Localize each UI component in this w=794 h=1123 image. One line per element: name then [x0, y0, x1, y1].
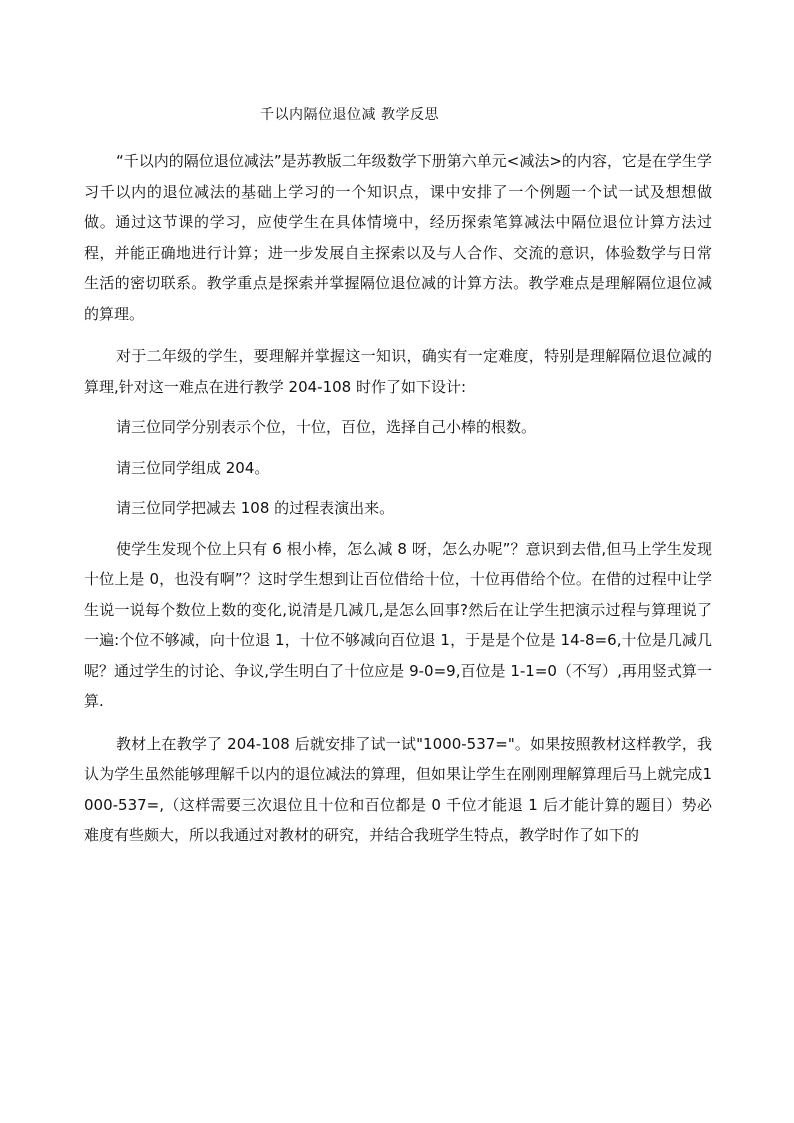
paragraph-step-2: 请三位同学组成 204。 [116, 458, 270, 477]
paragraph-textbook: 教材上在教学了 204-108 后就安排了试一试"1000-537="。如果按照教材这样教学，我认为学生虽然能够理解千以内的退位减法的算理，但如果让学生在刚刚理解算理后马上就完成1000-537=,（这样需要三次退位且十位和百位都是 0 千位才能退 1 后才能计算的题目）势必难度有些颇大，所以我通过对教材的研究，并结合我班学生特点，教学时作了如下的 [84, 734, 712, 844]
document-body [84, 146, 712, 851]
paragraph-intro: “千以内的隔位退位减法”是苏教版二年级数学下册第六单元<减法>的内容，它是在学生学习千以内的退位减法的基础上学习的一个知识点，课中安排了一个例题一个试一试及想想做做。通过这节课的学习，应使学生在具体情境中，经历探索笔算减法中隔位退位计算方法过程，并能正确地进行计算；进一步发展自主探索以及与人合作、交流的意识，体验数学与日常生活的密切联系。教学重点是探索并掌握隔位退位减的计算方法。教学难点是理解隔位退位减的算理。 [84, 152, 712, 323]
paragraph-step-1: 请三位同学分别表示个位，十位，百位，选择自己小棒的根数。 [116, 418, 537, 436]
paragraph-discovery: 使学生发现个位上只有 6 根小棒，怎么减 8 呀，怎么办呢”？意识到去借,但马上学生发现十位上是 0，也没有啊”？这时学生想到让百位借给十位，十位再借给个位。在借的过程中让学生说一说每个数位上数的变化,说清是几减几,是怎么回事?然后在让学生把演示过程与算理说了一遍:个位不够减，向十位退 1，十位不够减向百位退 1，于是是个位是 14-8=6,十位是几减几呢？通过学生的讨论、争议,学生明白了十位应是 9-0=9,百位是 1-1=0（不写）,再用竖式算一算. [84, 539, 712, 710]
paragraph-difficulty: 对于二年级的学生，要理解并掌握这一知识，确实有一定难度，特别是理解隔位退位减的算理,针对这一难点在进行教学 204-108 时作了如下设计: [84, 347, 712, 396]
page-title: 千以内隔位退位减 教学反思 [260, 107, 439, 123]
paragraph-step-3: 请三位同学把减去 108 的过程表演出来。 [116, 499, 395, 517]
